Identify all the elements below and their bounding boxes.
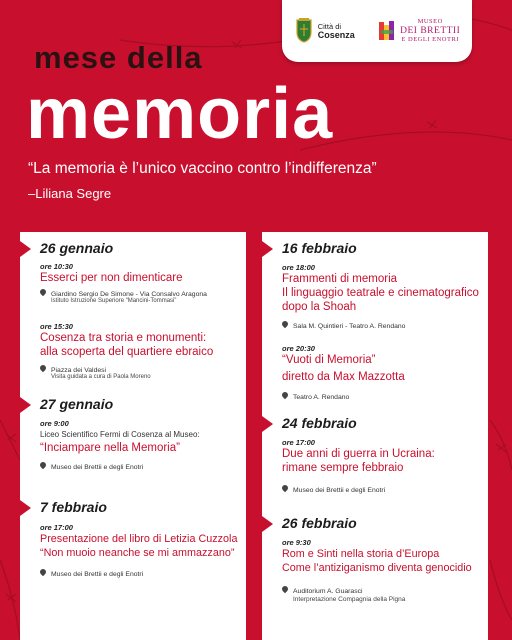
location-pin-icon bbox=[281, 585, 289, 593]
date-heading: 16 febbraio bbox=[282, 240, 357, 256]
location-pin-icon bbox=[39, 461, 47, 469]
event-title: rimane sempre febbraio bbox=[282, 462, 404, 474]
museo-line1: MUSEO bbox=[417, 18, 443, 25]
event-time: ore 17:00 bbox=[40, 523, 73, 532]
date-heading: 27 gennaio bbox=[40, 396, 114, 412]
schedule-card-left bbox=[20, 232, 246, 640]
event-title: “Vuoti di Memoria” bbox=[282, 354, 376, 366]
event-note: Visita guidata a cura di Paola Moreno bbox=[51, 374, 151, 380]
event-title: Presentazione del libro di Letizia Cuzzola bbox=[40, 533, 238, 545]
museo-line2: DEI BRETTII bbox=[400, 26, 461, 36]
event-location bbox=[282, 392, 349, 402]
event-time: ore 9:30 bbox=[282, 538, 311, 547]
location-text: Giardino Sergio De Simone - Via Consalvo Aragona bbox=[51, 291, 207, 298]
event-title: Cosenza tra storia e monumenti: bbox=[40, 332, 207, 344]
event-title: Il linguaggio teatrale e cinematografico bbox=[282, 287, 479, 299]
event-time: ore 10:30 bbox=[40, 262, 73, 271]
event-time: ore 9:00 bbox=[40, 419, 69, 428]
event-time: ore 17:00 bbox=[282, 438, 315, 447]
museo-mark-icon bbox=[378, 20, 396, 42]
quote-text: “La memoria è l’unico vaccino contro l’indifferenza” bbox=[28, 160, 377, 177]
location-pin-icon bbox=[281, 391, 289, 399]
date-marker bbox=[20, 397, 31, 413]
event-presenter: Liceo Scientifico Fermi di Cosenza al Museo: bbox=[40, 430, 200, 439]
city-crest-icon bbox=[294, 18, 314, 44]
event-title: Frammenti di memoria bbox=[282, 273, 398, 285]
location-text: Auditorium A. Guarasci bbox=[293, 588, 363, 595]
event-title: alla scoperta del quartiere ebraico bbox=[40, 346, 214, 358]
event-title: Due anni di guerra in Ucraina: bbox=[282, 448, 435, 460]
city-line2: Cosenza bbox=[317, 30, 355, 40]
title-line1: mese della bbox=[34, 40, 203, 75]
museo-line3: E DEGLI ENOTRI bbox=[401, 36, 459, 43]
city-logo bbox=[294, 18, 355, 44]
event-location bbox=[282, 586, 363, 596]
date-heading: 24 febbraio bbox=[282, 415, 357, 431]
event-title: dopo la Shoah bbox=[282, 301, 357, 313]
date-marker bbox=[20, 241, 31, 257]
location-text: Museo dei Brettii e degli Enotri bbox=[51, 464, 144, 471]
date-marker bbox=[20, 500, 31, 516]
event-title: Esserci per non dimenticare bbox=[40, 272, 183, 284]
logo-bar bbox=[282, 0, 472, 62]
city-line1: Città di bbox=[317, 22, 342, 31]
schedule-card-right bbox=[262, 232, 488, 640]
location-pin-icon bbox=[281, 320, 289, 328]
location-pin-icon bbox=[281, 484, 289, 492]
date-heading: 7 febbraio bbox=[40, 499, 107, 515]
location-text: Museo dei Brettii e degli Enotri bbox=[293, 487, 386, 494]
date-marker bbox=[262, 416, 273, 432]
event-title: “Non muoio neanche se mi ammazzano” bbox=[40, 547, 235, 559]
event-location bbox=[282, 321, 405, 331]
event-time: ore 18:00 bbox=[282, 263, 315, 272]
location-text: Piazza dei Valdesi bbox=[51, 367, 107, 374]
date-heading: 26 gennaio bbox=[40, 240, 114, 256]
date-marker bbox=[262, 516, 273, 532]
date-heading: 26 febbraio bbox=[282, 515, 357, 531]
location-text: Teatro A. Rendano bbox=[293, 394, 350, 401]
event-time: ore 15:30 bbox=[40, 322, 73, 331]
event-time: ore 20:30 bbox=[282, 344, 315, 353]
event-location bbox=[282, 485, 385, 495]
location-pin-icon bbox=[39, 568, 47, 576]
event-location bbox=[40, 569, 143, 579]
event-title: “Inciampare nella Memoria” bbox=[40, 442, 180, 454]
title-line2: memoria bbox=[26, 74, 334, 154]
date-marker bbox=[262, 241, 273, 257]
event-note: Interpretazione Compagnia della Pigna bbox=[293, 596, 406, 603]
location-text: Sala M. Quintieri - Teatro A. Rendano bbox=[293, 323, 406, 330]
quote-author: –Liliana Segre bbox=[28, 186, 112, 201]
event-title: diretto da Max Mazzotta bbox=[282, 371, 405, 383]
event-title: Rom e Sinti nella storia d’Europa bbox=[282, 548, 440, 560]
location-pin-icon bbox=[39, 288, 47, 296]
location-text: Museo dei Brettii e degli Enotri bbox=[51, 571, 144, 578]
event-title: Come l’antiziganismo diventa genocidio bbox=[282, 562, 472, 574]
event-location bbox=[40, 462, 143, 472]
location-pin-icon bbox=[39, 364, 47, 372]
museo-logo bbox=[378, 18, 460, 44]
event-note: Istituto Istruzione Superiore “Mancini-Tommasi” bbox=[51, 298, 177, 304]
